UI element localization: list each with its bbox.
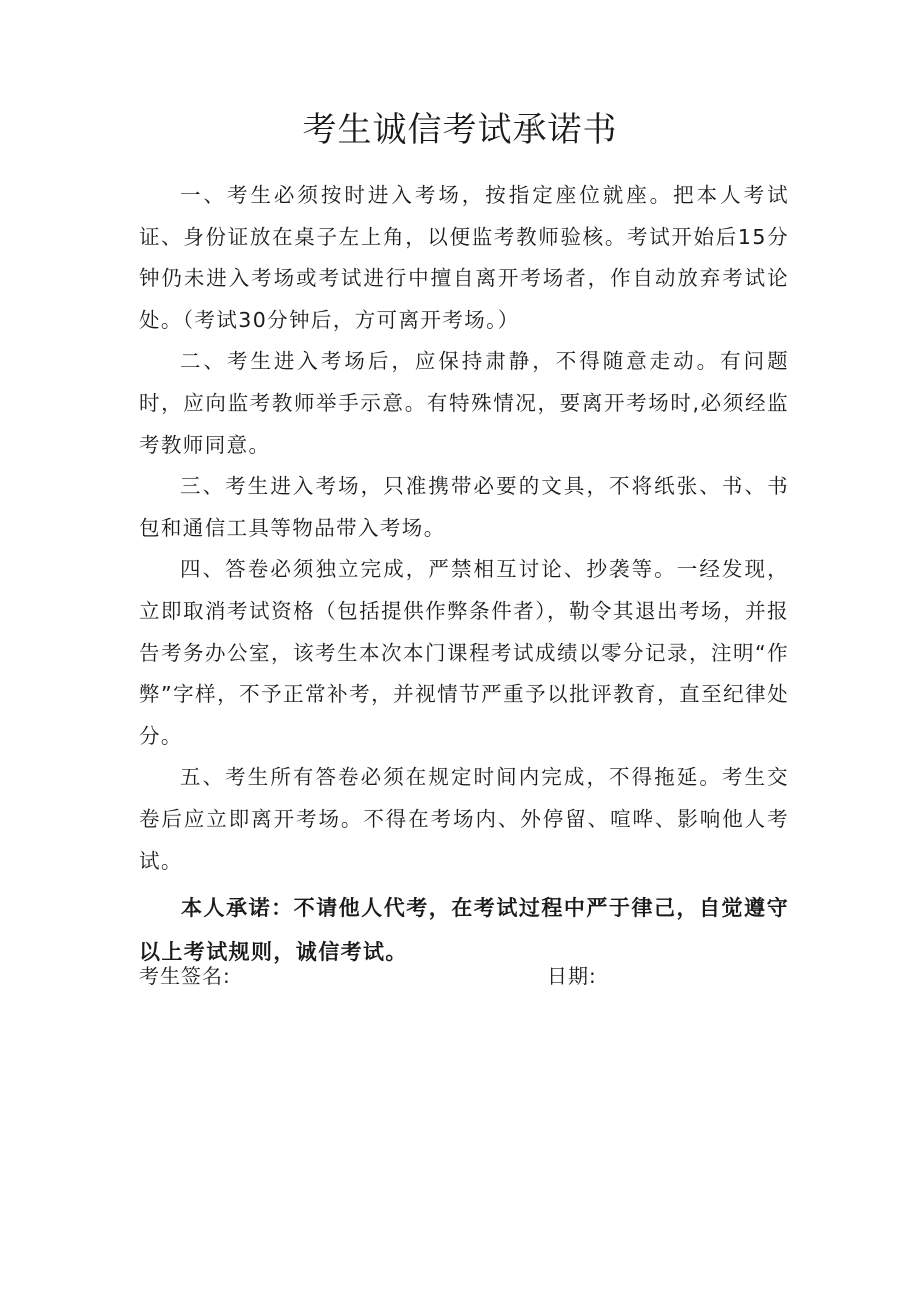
document-body [139,175,789,974]
rule-paragraph-5: 五、考生所有答卷必须在规定时间内完成，不得拖延。考生交卷后应立即离开考场。不得在考场内、外停留、喧哗、影响他人考试。 [139,765,789,873]
rule-paragraph-2: 二、考生进入考场后，应保持肃静，不得随意走动。有问题时，应向监考教师举手示意。有特殊情况，要离开考场时,必须经监考教师同意。 [139,349,789,457]
signature-label: 考生签名: [139,964,231,988]
promise-statement: 本人承诺：不请他人代考，在考试过程中严于律己，自觉遵守以上考试规则，诚信考试。 [139,896,789,965]
rule-paragraph-4: 四、答卷必须独立完成，严禁相互讨论、抄袭等。一经发现，立即取消考试资格（包括提供作弊条件者），勒令其退出考场，并报告考务办公室，该考生本次本门课程考试成绩以零分记录，注明“作弊”字样，不予正常补考，并视情节严重予以批评教育，直至纪律处分。 [139,557,789,748]
rule-paragraph-3: 三、考生进入考场，只准携带必要的文具，不将纸张、书、书包和通信工具等物品带入考场。 [139,474,789,540]
date-label: 日期: [547,964,597,988]
rule-paragraph-1: 一、考生必须按时进入考场，按指定座位就座。把本人考试证、身份证放在桌子左上角，以便监考教师验核。考试开始后15分钟仍未进入考场或考试进行中擅自离开考场者，作自动放弃考试论处。（考试30分钟后，方可离开考场。） [139,183,789,332]
document-title: 考生诚信考试承诺书 [302,110,618,150]
signature-row [139,961,789,991]
